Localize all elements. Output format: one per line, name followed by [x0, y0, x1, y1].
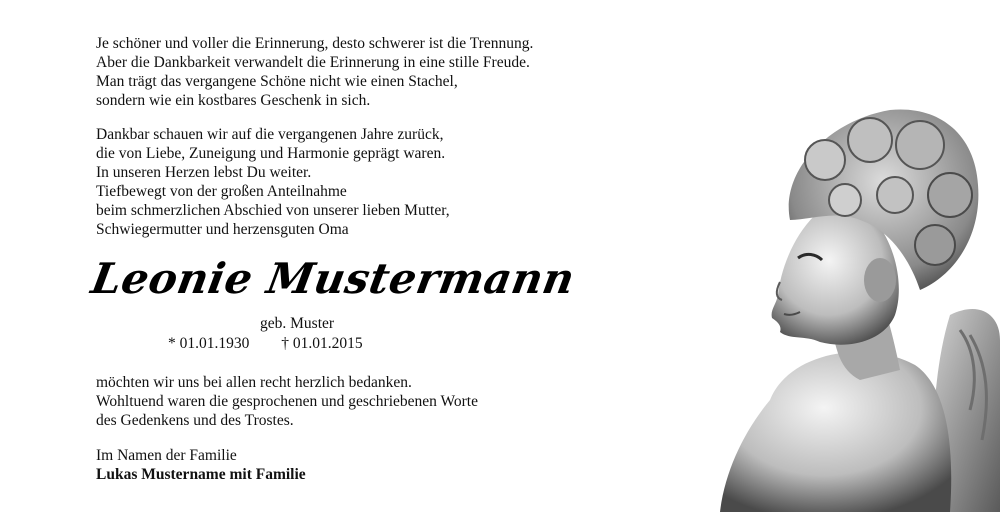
signature-block: [96, 446, 306, 484]
verse-line: Dankbar schauen wir auf die vergangenen Jahre zurück,: [96, 126, 444, 143]
signature-family: Lukas Mustername mit Familie: [96, 466, 306, 483]
verse-line: Tiefbewegt von der großen Anteilnahme: [96, 183, 347, 200]
deceased-name: Leonie Mustermann: [87, 254, 579, 303]
verse-line: Aber die Dankbarkeit verwandelt die Erinnerung in eine stille Freude.: [96, 54, 530, 71]
verse-line: die von Liebe, Zuneigung und Harmonie geprägt waren.: [96, 145, 446, 162]
thanks-verse: [96, 125, 450, 239]
verse-line: möchten wir uns bei allen recht herzlich bedanken.: [96, 374, 412, 391]
signature-intro: Im Namen der Familie: [96, 447, 237, 464]
verse-line: Wohltuend waren die gesprochenen und geschriebenen Worte: [96, 393, 478, 410]
opening-verse: [96, 34, 533, 110]
death-date: † 01.01.2015: [281, 335, 363, 352]
angel-statue-image: [720, 100, 1000, 512]
verse-line: des Gedenkens und des Trostes.: [96, 412, 294, 429]
birth-date: * 01.01.1930: [168, 335, 250, 352]
verse-line: beim schmerzlichen Abschied von unserer lieben Mutter,: [96, 202, 450, 219]
birth-name: geb. Muster: [260, 315, 335, 332]
verse-line: Je schöner und voller die Erinnerung, desto schwerer ist die Trennung.: [96, 35, 534, 52]
verse-line: Schwiegermutter und herzensguten Oma: [96, 221, 349, 238]
closing-verse: [96, 373, 478, 430]
verse-line: Man trägt das vergangene Schöne nicht wie einen Stachel,: [96, 73, 458, 90]
life-dates: [168, 335, 363, 353]
verse-line: In unseren Herzen lebst Du weiter.: [96, 164, 312, 181]
verse-line: sondern wie ein kostbares Geschenk in sich.: [96, 92, 371, 109]
